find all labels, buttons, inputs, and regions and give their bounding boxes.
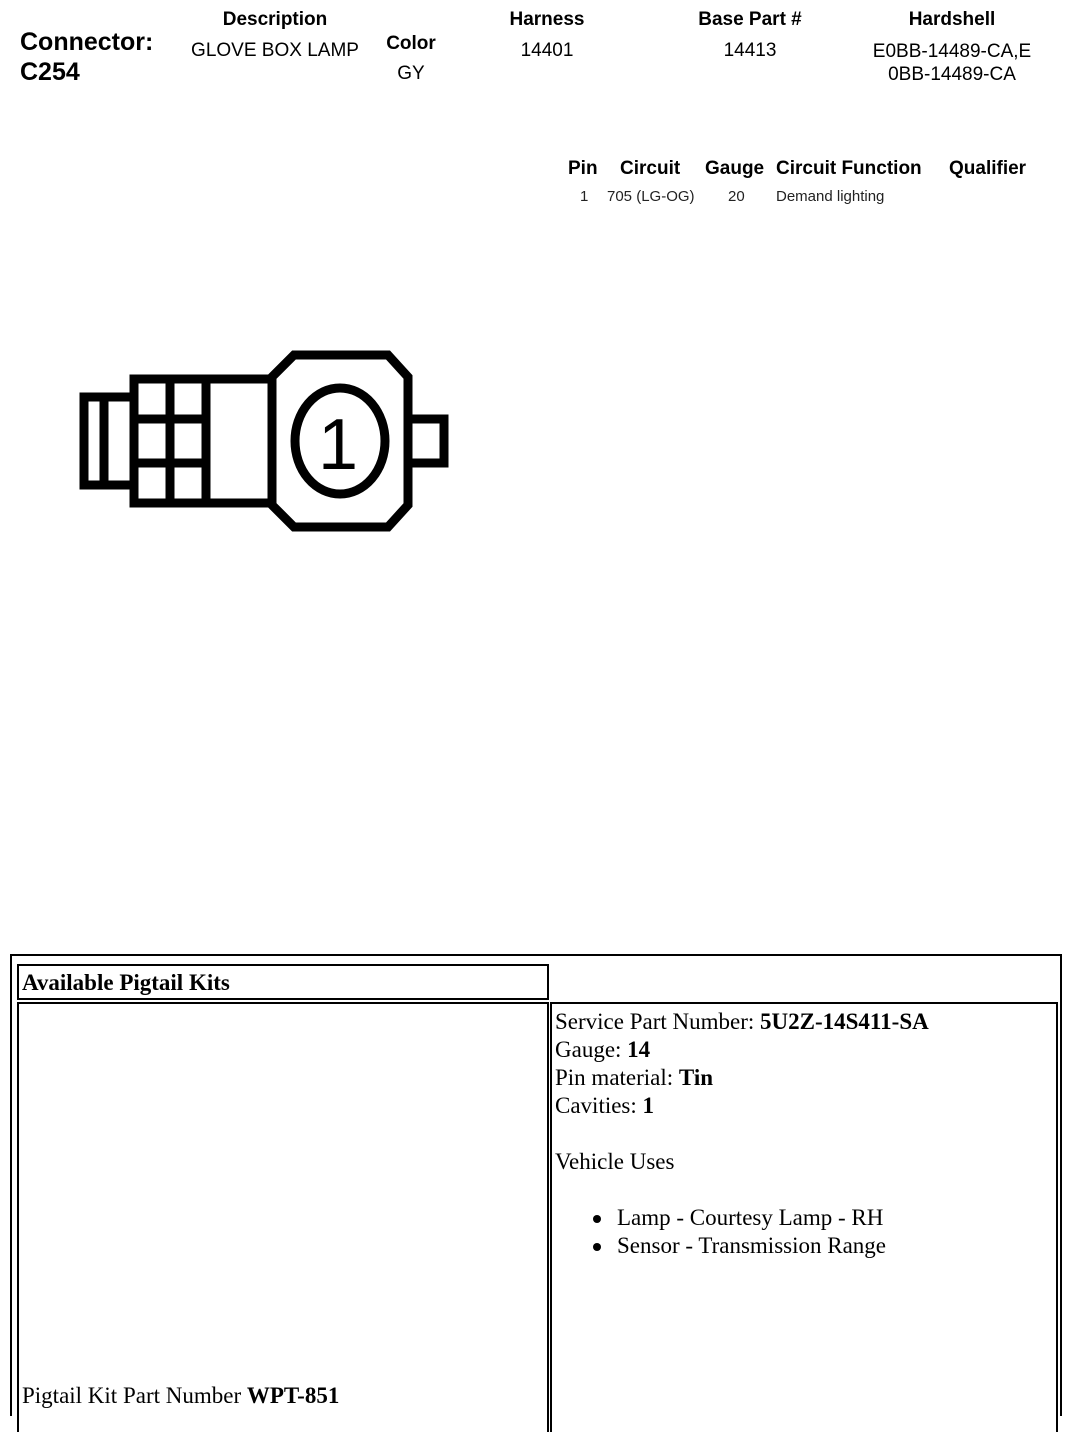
connector-title <box>20 27 153 87</box>
pigtail-kit-number-line <box>22 1382 339 1410</box>
vehicle-uses-list <box>555 1204 1055 1260</box>
row-gauge: 20 <box>728 188 745 205</box>
pigtail-table <box>10 954 1062 1416</box>
connector-right-tab <box>408 419 444 463</box>
pigtail-kit-cell <box>17 1002 549 1432</box>
base-part-header: Base Part # <box>698 9 802 30</box>
row-circuit-function: Demand lighting <box>776 188 885 205</box>
description-header: Description <box>222 9 328 30</box>
connector-face-diagram <box>70 345 460 540</box>
service-part-value: 5U2Z-14S411-SA <box>760 1009 929 1034</box>
pigtail-details <box>555 1008 1055 1260</box>
circuit-column-header: Circuit <box>620 158 681 179</box>
color-header: Color <box>386 33 436 54</box>
qualifier-column-header: Qualifier <box>949 158 1027 179</box>
pin-material-line <box>555 1064 1055 1092</box>
cavities-label: Cavities: <box>555 1093 643 1118</box>
pin-material-label: Pin material: <box>555 1065 679 1090</box>
row-circuit: 705 (LG-OG) <box>607 188 695 205</box>
vehicle-use-item: Lamp - Courtesy Lamp - RH <box>555 1204 1055 1232</box>
gauge-column-header: Gauge <box>705 158 765 179</box>
connector-label: Connector: <box>20 28 154 56</box>
pin-1-label: 1 <box>317 405 359 485</box>
color-value: GY <box>397 63 425 84</box>
pin-column-header: Pin <box>568 158 598 179</box>
pin-material-value: Tin <box>678 1065 714 1090</box>
pigtail-kit-label: Pigtail Kit Part Number <box>22 1383 247 1408</box>
connector-id: C254 <box>20 58 80 86</box>
circuit-function-column-header: Circuit Function <box>776 158 922 179</box>
description-value: GLOVE BOX LAMP <box>191 40 359 61</box>
pigtail-title: Available Pigtail Kits <box>22 970 230 995</box>
harness-value: 14401 <box>520 40 574 61</box>
row-pin: 1 <box>580 188 589 205</box>
pigtail-title-cell <box>17 964 549 1000</box>
service-part-line <box>555 1008 1055 1036</box>
pigtail-kit-number: WPT-851 <box>246 1383 340 1408</box>
hardshell-value: E0BB-14489-CA,E0BB-14489-CA <box>872 41 1032 85</box>
base-part-value: 14413 <box>723 40 777 61</box>
gauge-label: Gauge: <box>555 1037 628 1062</box>
vehicle-uses-heading: Vehicle Uses <box>555 1149 675 1174</box>
connector-left-tab <box>84 397 134 485</box>
cavities-value: 1 <box>642 1093 655 1118</box>
gauge-line <box>555 1036 1055 1064</box>
harness-header: Harness <box>509 9 585 30</box>
cavities-line <box>555 1092 1055 1120</box>
hardshell-header: Hardshell <box>908 9 996 30</box>
pigtail-details-cell <box>550 1002 1058 1432</box>
service-part-label: Service Part Number: <box>555 1009 761 1034</box>
gauge-value: 14 <box>627 1037 651 1062</box>
vehicle-use-item: Sensor - Transmission Range <box>555 1232 1055 1260</box>
